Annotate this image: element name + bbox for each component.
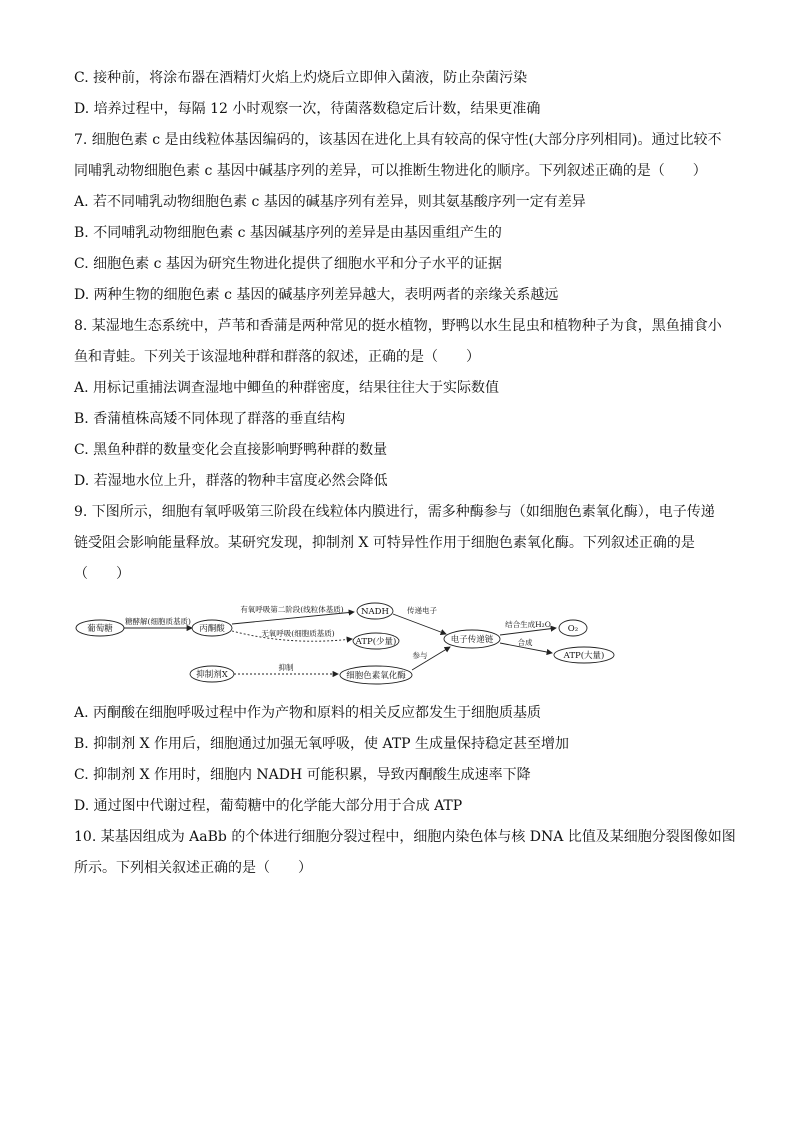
- edge-glycolysis-label: 糖酵解(细胞质基质): [125, 617, 191, 626]
- edge-inhibit-label: 抑制: [278, 663, 294, 672]
- node-o2-label: O₂: [567, 624, 579, 634]
- edge-synthesize-label: 合成: [517, 638, 533, 647]
- q8-option-b: B. 香蒲植株高矮不同体现了群落的垂直结构: [74, 411, 346, 427]
- edge-anaerobic-label: 无氧呼吸(细胞质基质): [261, 629, 335, 638]
- node-nadh-label: NADH: [361, 607, 389, 617]
- q9-stem-line1: 9. 下图所示，细胞有氧呼吸第三阶段在线粒体内膜进行，需多种酶参与（如细胞色素氧化酶），电子传递: [74, 504, 715, 520]
- node-etc-label: 电子传递链: [450, 635, 494, 645]
- q9-option-c: C. 抑制剂 X 作用时，细胞内 NADH 可能积累，导致丙酮酸生成速率下降: [74, 767, 531, 783]
- q9-stem-line3: （ ）: [74, 566, 130, 582]
- q7-option-a: A. 若不同哺乳动物细胞色素 c 基因的碱基序列有差异，则其氨基酸序列一定有差异: [74, 194, 586, 210]
- edge-combine-label: 结合生成H₂O: [505, 620, 551, 629]
- q7-stem-line1: 7. 细胞色素 c 是由线粒体基因编码的，该基因在进化上具有较高的保守性(大部分序列相同)。通过比较不: [74, 132, 722, 148]
- node-glucose-label: 葡萄糖: [87, 624, 113, 634]
- q10-stem-line2: 所示。下列相关叙述正确的是（ ）: [74, 860, 312, 876]
- edge-transfer-label: 传递电子: [407, 606, 437, 615]
- node-pyruvate-label: 丙酮酸: [199, 624, 225, 634]
- q9-option-a: A. 丙酮酸在细胞呼吸过程中作为产物和原料的相关反应都发生于细胞质基质: [74, 705, 542, 721]
- q7-option-d: D. 两种生物的细胞色素 c 基因的碱基序列差异越大，表明两者的亲缘关系越远: [74, 287, 559, 303]
- q6-option-d: D. 培养过程中，每隔 12 小时观察一次，待菌落数稳定后计数，结果更准确: [74, 101, 541, 117]
- q8-option-a: A. 用标记重捕法调查湿地中鲫鱼的种群密度，结果往往大于实际数值: [74, 380, 500, 396]
- q9-option-b: B. 抑制剂 X 作用后，细胞通过加强无氧呼吸，使 ATP 生成量保持稳定甚至增加: [74, 736, 570, 752]
- node-atp-large-label: ATP(大量): [563, 651, 605, 661]
- edge-participate-label: 参与: [412, 651, 428, 660]
- q10-stem-line1: 10. 某基因组成为 AaBb 的个体进行细胞分裂过程中，细胞内染色体与核 DNA 比值及某细胞分裂图像如图: [74, 829, 736, 845]
- node-cyt-oxidase-label: 细胞色素氧化酶: [346, 671, 406, 681]
- q6-option-c: C. 接种前，将涂布器在酒精灯火焰上灼烧后立即伸入菌液，防止杂菌污染: [74, 70, 528, 86]
- edge-aerobic2-label: 有氧呼吸第二阶段(线粒体基质): [240, 605, 344, 614]
- respiration-diagram: [70, 598, 630, 690]
- edge-transfer: [393, 614, 446, 634]
- q9-stem-line2: 链受阻会影响能量释放。某研究发现，抑制剂 X 可特异性作用于细胞色素氧化酶。下列叙述正确的是: [74, 535, 695, 551]
- node-inhibitor-label: 抑制剂X: [196, 670, 228, 680]
- q7-stem-line2: 同哺乳动物细胞色素 c 基因中碱基序列的差异，可以推断生物进化的顺序。下列叙述正确的是（ ）: [74, 163, 707, 179]
- edge-combine: [500, 628, 556, 635]
- q8-stem-line1: 8. 某湿地生态系统中，芦苇和香蒲是两种常见的挺水植物，野鸭以水生昆虫和植物种子为食，黑鱼捕食小: [74, 318, 722, 334]
- q8-stem-line2: 鱼和青蛙。下列关于该湿地种群和群落的叙述，正确的是（ ）: [74, 349, 480, 365]
- q7-option-b: B. 不同哺乳动物细胞色素 c 基因碱基序列的差异是由基因重组产生的: [74, 225, 502, 241]
- q8-option-d: D. 若湿地水位上升，群落的物种丰富度必然会降低: [74, 473, 388, 489]
- q8-option-c: C. 黑鱼种群的数量变化会直接影响野鸭种群的数量: [74, 442, 388, 458]
- q9-option-d: D. 通过图中代谢过程，葡萄糖中的化学能大部分用于合成 ATP: [74, 798, 463, 814]
- node-atp-small-label: ATP(少量): [355, 637, 397, 647]
- q7-option-c: C. 细胞色素 c 基因为研究生物进化提供了细胞水平和分子水平的证据: [74, 256, 502, 272]
